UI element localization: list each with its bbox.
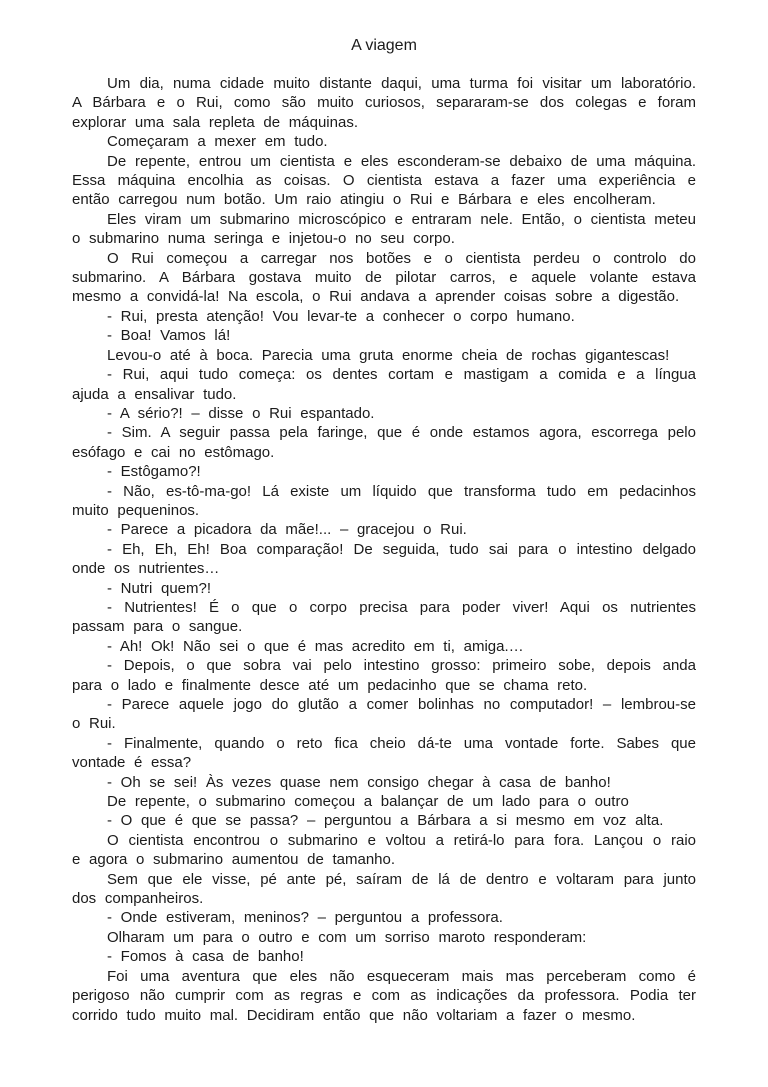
paragraph: - Finalmente, quando o reto fica cheio dá-te uma vontade forte. Sabes que vontade é essa? <box>72 734 696 772</box>
paragraph: Sem que ele visse, pé ante pé, saíram de lá de dentro e voltaram para junto dos companheiros. <box>72 870 696 908</box>
paragraph: - Parece aquele jogo do glutão a comer bolinhas no computador! – lembrou-se o Rui. <box>72 696 696 733</box>
paragraph: - Nutri quem?! <box>107 579 212 597</box>
paragraph: - Boa! Vamos lá! <box>107 327 231 345</box>
paragraph: O cientista encontrou o submarino e voltou a retirá-lo para fora. Lançou o raio e agora o submarino aumentou de tamanho. <box>72 831 696 869</box>
paragraph: - Eh, Eh, Eh! Boa comparação! De seguida, tudo sai para o intestino delgado onde os nutrientes… <box>72 540 696 578</box>
document-body <box>72 74 696 1025</box>
paragraph: - Oh se sei! Às vezes quase nem consigo chegar à casa de banho! <box>107 773 611 791</box>
paragraph: - Ah! Ok! Não sei o que é mas acredito em ti, amiga.… <box>107 637 524 655</box>
paragraph: - A sério?! – disse o Rui espantado. <box>107 404 375 422</box>
paragraph: De repente, entrou um cientista e eles esconderam-se debaixo de uma máquina. Essa máquina encolhia as coisas. O cientista estava a fazer uma experiência e então carregou num botão. Um raio atingiu o Rui e Bárbara e eles encolheram. <box>72 152 696 209</box>
paragraph: - Parece a picadora da mãe!... – gracejou o Rui. <box>107 521 467 539</box>
paragraph: - Rui, aqui tudo começa: os dentes cortam e mastigam a comida e a língua ajuda a ensalivar tudo. <box>72 366 696 403</box>
paragraph: - Estôgamo?! <box>107 463 201 481</box>
document-title: A viagem <box>351 37 417 54</box>
paragraph: - Fomos à casa de banho! <box>107 948 304 966</box>
paragraph: - Depois, o que sobra vai pelo intestino grosso: primeiro sobe, depois anda para o lado e finalmente desce até um pedacinho que se chama reto. <box>72 657 696 694</box>
paragraph: - Sim. A seguir passa pela faringe, que é onde estamos agora, escorrega pelo esófago e cai no estômago. <box>72 424 696 461</box>
paragraph: - Nutrientes! É o que o corpo precisa para poder viver! Aqui os nutrientes passam para o sangue. <box>72 598 696 636</box>
paragraph: Começaram a mexer em tudo. <box>107 133 328 151</box>
paragraph: Foi uma aventura que eles não esqueceram mais mas perceberam como é perigoso não cumprir com as regras e com as indicações da professora. Podia ter corrido tudo muito mal. Decidiram então que não voltariam a fazer o mesmo. <box>72 967 696 1024</box>
paragraph: O Rui começou a carregar nos botões e o cientista perdeu o controlo do submarino. A Bárbara gostava muito de pilotar carros, e aquele volante estava mesmo a convidá-la! Na escola, o Rui andava a aprender coisas sobre a digestão. <box>72 249 696 306</box>
paragraph: - Rui, presta atenção! Vou levar-te a conhecer o corpo humano. <box>107 307 575 325</box>
paragraph: - O que é que se passa? – perguntou a Bárbara a si mesmo em voz alta. <box>107 812 664 830</box>
paragraph: - Não, es-tô-ma-go! Lá existe um líquido que transforma tudo em pedacinhos muito pequeninos. <box>72 482 696 519</box>
paragraph: De repente, o submarino começou a balançar de um lado para o outro <box>107 793 629 811</box>
paragraph: Olharam um para o outro e com um sorriso maroto responderam: <box>107 928 587 946</box>
paragraph: Um dia, numa cidade muito distante daqui, uma turma foi visitar um laboratório. A Bárbara e o Rui, como são muito curiosos, separaram-se dos colegas e foram explorar uma sala repleta de máquinas. <box>72 75 696 131</box>
paragraph: Eles viram um submarino microscópico e entraram nele. Então, o cientista meteu o submarino numa seringa e injetou-o no seu corpo. <box>72 210 696 248</box>
paragraph: - Onde estiveram, meninos? – perguntou a professora. <box>107 909 503 927</box>
paragraph: Levou-o até à boca. Parecia uma gruta enorme cheia de rochas gigantescas! <box>107 346 670 364</box>
